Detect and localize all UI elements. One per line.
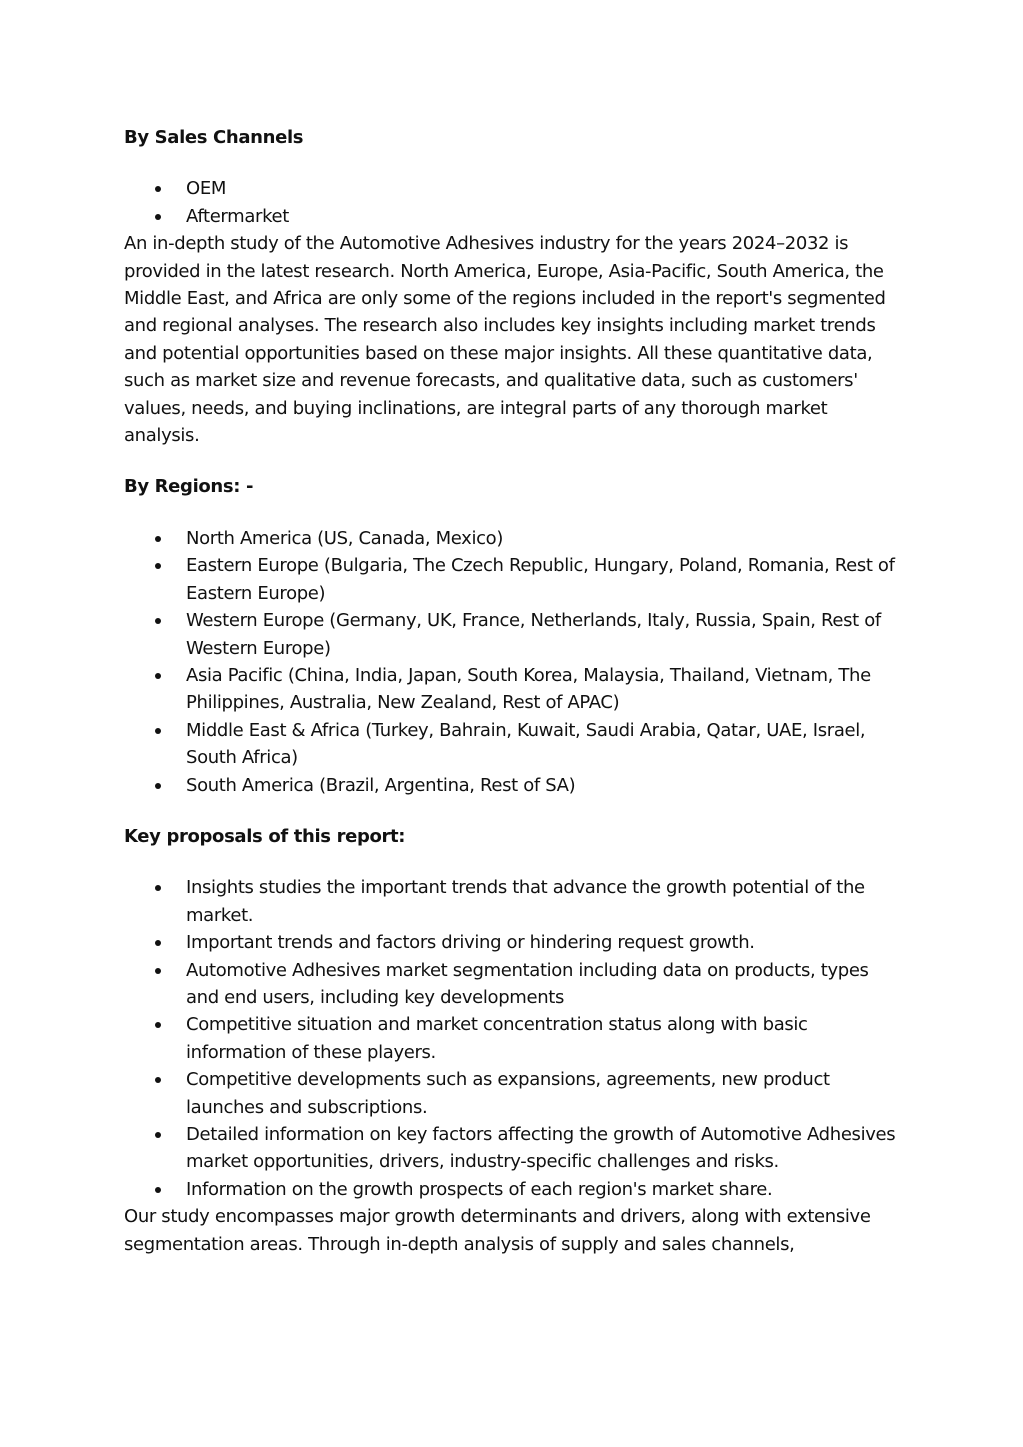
document-page	[124, 124, 902, 1258]
intro-paragraph: An in-depth study of the Automotive Adhesives industry for the years 2024–2032 is provided in the latest research. North America, Europe, Asia-Pacific, South America, the Middle East, and Africa are only some of the regions included in the report's segmented and regional analyses. The research also includes key insights including market trends and potential opportunities based on these major insights. All these quantitative data, such as market size and revenue forecasts, and qualitative data, such as customers' values, needs, and buying inclinations, are integral parts of any thorough market analysis.	[124, 233, 886, 447]
regions-heading: By Regions: -	[124, 476, 254, 498]
list-item: Aftermarket	[124, 203, 902, 230]
sales-channels-list	[124, 175, 902, 230]
list-item: Western Europe (Germany, UK, France, Netherlands, Italy, Russia, Spain, Rest of Western Europe)	[124, 607, 902, 662]
list-item: Automotive Adhesives market segmentation including data on products, types and end users, including key developments	[124, 957, 902, 1012]
list-item: Competitive situation and market concentration status along with basic information of these players.	[124, 1011, 902, 1066]
list-item: Important trends and factors driving or hindering request growth.	[124, 929, 902, 956]
list-item: Middle East & Africa (Turkey, Bahrain, Kuwait, Saudi Arabia, Qatar, UAE, Israel, South Africa)	[124, 717, 902, 772]
list-item: Competitive developments such as expansions, agreements, new product launches and subscriptions.	[124, 1066, 902, 1121]
sales-channels-heading: By Sales Channels	[124, 127, 304, 148]
regions-list	[124, 525, 902, 799]
proposals-list	[124, 874, 902, 1203]
list-item: Detailed information on key factors affecting the growth of Automotive Adhesives market opportunities, drivers, industry-specific challenges and risks.	[124, 1121, 902, 1176]
list-item: OEM	[124, 175, 902, 202]
list-item: Information on the growth prospects of each region's market share.	[124, 1176, 902, 1203]
list-item: Eastern Europe (Bulgaria, The Czech Republic, Hungary, Poland, Romania, Rest of Eastern Europe)	[124, 552, 902, 607]
list-item: Asia Pacific (China, India, Japan, South Korea, Malaysia, Thailand, Vietnam, The Philippines, Australia, New Zealand, Rest of APAC)	[124, 662, 902, 717]
list-item: Insights studies the important trends that advance the growth potential of the market.	[124, 874, 902, 929]
list-item: North America (US, Canada, Mexico)	[124, 525, 902, 552]
list-item: South America (Brazil, Argentina, Rest of SA)	[124, 772, 902, 799]
closing-paragraph: Our study encompasses major growth determinants and drivers, along with extensive segmentation areas. Through in-depth analysis of supply and sales channels,	[124, 1206, 871, 1255]
proposals-heading: Key proposals of this report:	[124, 825, 406, 847]
